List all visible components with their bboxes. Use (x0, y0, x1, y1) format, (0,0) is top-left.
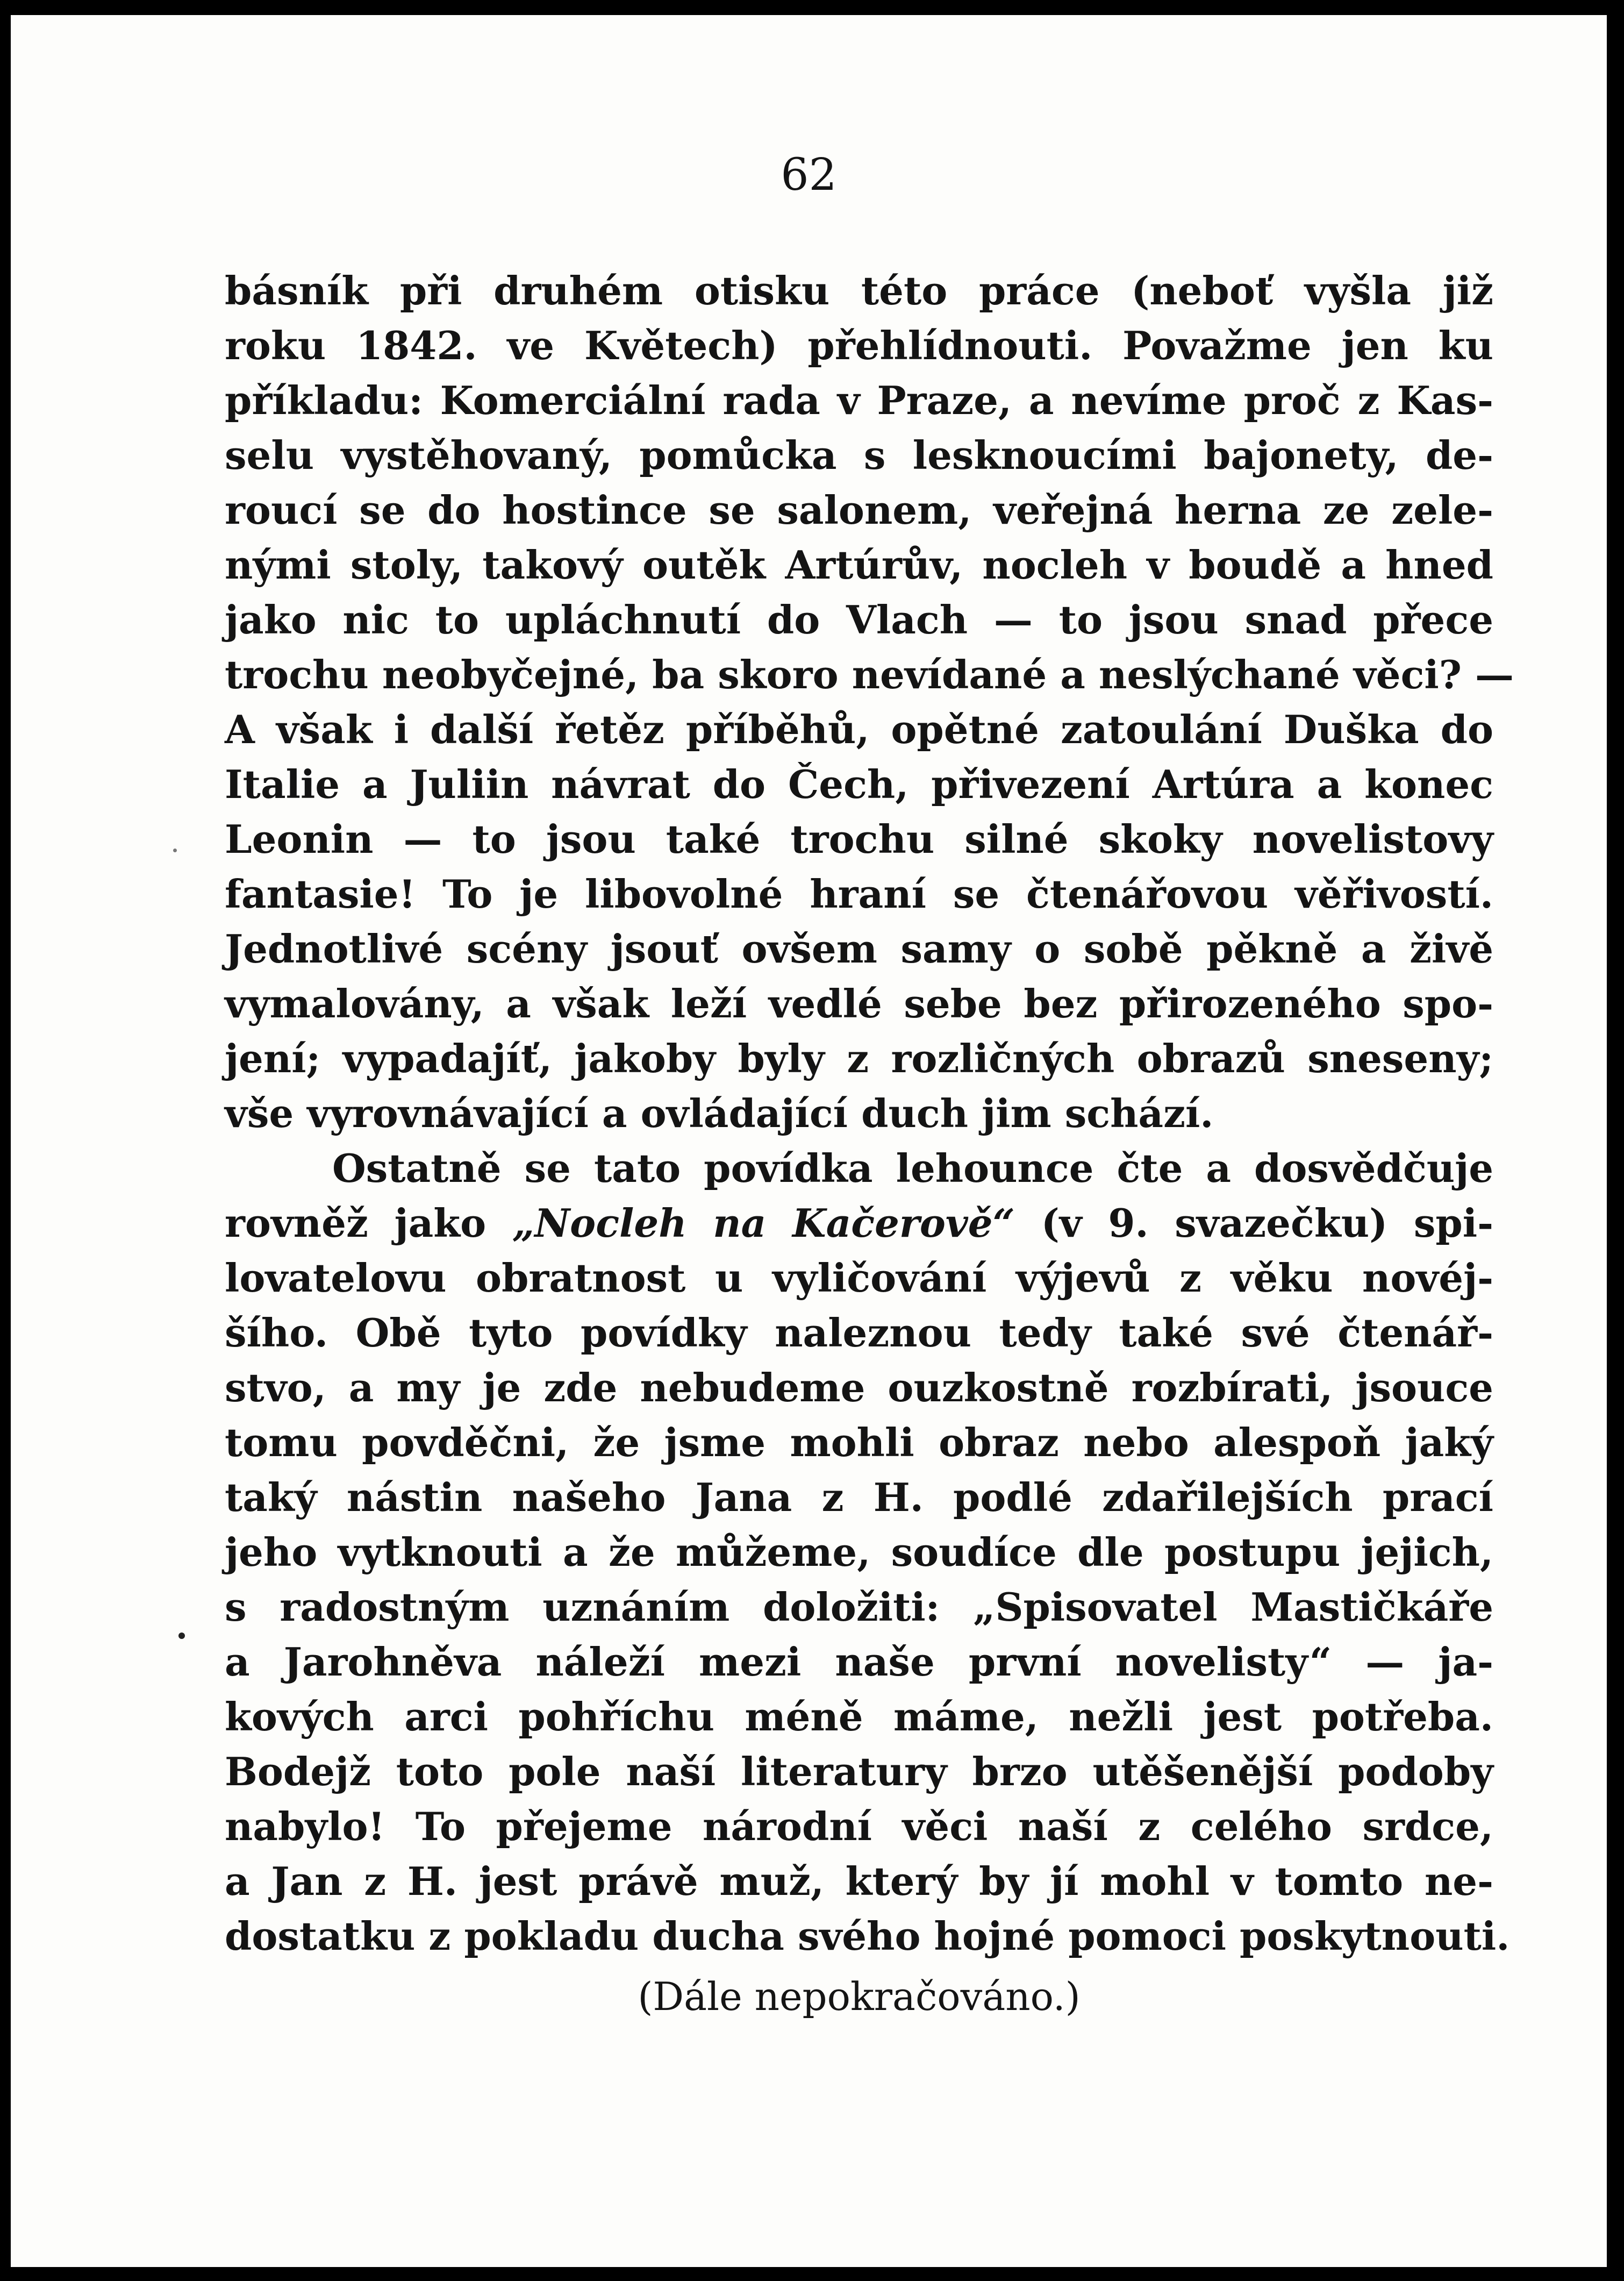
text-line (225, 1086, 1493, 1141)
text-line (225, 593, 1493, 647)
text-segment: Jednotlivé scény jsouť ovšem samy o sobě pěkně a živě (225, 926, 1493, 972)
text-line (225, 538, 1493, 593)
text-segment: básník při druhém otisku této práce (neboť vyšla již (225, 268, 1493, 313)
text-line (225, 1415, 1493, 1470)
text-segment: trochu neobyčejné, ba skoro nevídané a neslýchané věci? — (225, 652, 1514, 697)
scan-border-top (0, 0, 1624, 15)
text-segment: příkladu: Komerciální rada v Praze, a nevíme proč z Kas- (225, 377, 1493, 423)
text-line (225, 922, 1493, 976)
print-speck (173, 849, 177, 852)
text-line (225, 1470, 1493, 1525)
text-segment: kových arci pohříchu méně máme, nežli jest potřeba. (225, 1694, 1493, 1740)
text-line (225, 1031, 1493, 1086)
text-line (225, 1360, 1493, 1415)
text-segment: roucí se do hostince se salonem, veřejná herna ze zele- (225, 487, 1493, 533)
text-line (225, 318, 1493, 373)
text-line (225, 1251, 1493, 1306)
print-speck (178, 1633, 185, 1639)
text-segment: jako nic to upláchnutí do Vlach — to jsou snad přece (225, 597, 1493, 643)
closing-note: (Dále nepokračováno.) (638, 1974, 1081, 2019)
text-segment: Leonin — to jsou také trochu silné skoky novelistovy (225, 816, 1493, 862)
text-segment: nabylo! To přejeme národní věci naší z celého srdce, (225, 1804, 1493, 1849)
text-segment: lovatelovu obratnost u vyličování výjevů z věku novéj- (225, 1255, 1493, 1301)
text-segment: A však i další řetěz příběhů, opětné zatoulání Duška do (225, 707, 1493, 752)
text-line (225, 1196, 1493, 1251)
book-page (11, 15, 1607, 2267)
text-line (225, 757, 1493, 812)
text-line (225, 1141, 1493, 1196)
text-segment: taký nástin našeho Jana z H. podlé zdařilejších prací (225, 1474, 1493, 1520)
text-line (225, 1799, 1493, 1854)
text-segment: Bodejž toto pole naší literatury brzo utěšenější podoby (225, 1749, 1493, 1794)
text-line (225, 702, 1493, 757)
text-segment: dostatku z pokladu ducha svého hojné pomoci poskytnouti. (225, 1913, 1510, 1959)
text-line (225, 263, 1493, 318)
text-line (225, 1306, 1493, 1360)
text-segment: vše vyrovnávající a ovládající duch jim schází. (225, 1090, 1214, 1136)
text-segment: Italie a Juliin návrat do Čech, přivezení Artúra a konec (225, 761, 1493, 807)
scan-border-right (1607, 0, 1624, 2281)
text-segment: (v 9. svazečku) spi- (1014, 1200, 1493, 1246)
scan-border-bottom (0, 2267, 1624, 2281)
text-line (225, 1854, 1493, 1909)
text-line (225, 1909, 1510, 1964)
text-line (225, 1690, 1493, 1744)
text-line (225, 483, 1493, 538)
text-line (225, 1635, 1493, 1690)
text-segment: selu vystěhovaný, pomůcka s lesknoucími bajonety, de- (225, 432, 1493, 478)
text-segment: vymalovány, a však leží vedlé sebe bez přirozeného spo- (225, 981, 1493, 1027)
text-segment: rovněž jako (225, 1200, 512, 1246)
text-line (225, 428, 1493, 483)
text-segment: a Jarohněva náleží mezi naše první novelisty“ — ja- (225, 1639, 1493, 1685)
text-line (225, 1525, 1493, 1580)
text-line (225, 1580, 1493, 1635)
text-segment: s radostným uznáním doložiti: „Spisovatel Mastičkáře (225, 1584, 1493, 1630)
text-segment: šího. Obě tyto povídky naleznou tedy také své čtenář- (225, 1310, 1493, 1356)
text-segment: jení; vypadajíť, jakoby byly z rozličných obrazů sneseny; (225, 1036, 1493, 1081)
text-segment: roku 1842. ve Květech) přehlídnouti. Považme jen ku (225, 323, 1493, 368)
text-segment: tomu povděčni, že jsme mohli obraz nebo alespoň jaký (225, 1420, 1493, 1465)
text-segment: fantasie! To je libovolné hraní se čtenářovou věřivostí. (225, 871, 1493, 917)
text-line (225, 812, 1493, 867)
italic-title-text: „Nocleh na Kačerově“ (512, 1200, 1015, 1246)
body-text (225, 263, 1514, 2024)
text-segment: stvo, a my je zde nebudeme ouzkostně rozbírati, jsouce (225, 1365, 1493, 1410)
text-line (225, 647, 1514, 702)
text-line (225, 1744, 1493, 1799)
text-segment: nými stoly, takový outěk Artúrův, nocleh v boudě a hned (225, 542, 1493, 588)
text-segment: Ostatně se tato povídka lehounce čte a dosvědčuje (332, 1145, 1493, 1191)
text-line (225, 373, 1493, 428)
text-line (225, 976, 1493, 1031)
text-segment: jeho vytknouti a že můžeme, soudíce dle postupu jejich, (225, 1529, 1493, 1575)
page-number: 62 (781, 149, 837, 201)
text-segment: a Jan z H. jest právě muž, který by jí mohl v tomto ne- (225, 1858, 1493, 1904)
scan-border-left (0, 0, 11, 2281)
text-line (225, 867, 1493, 922)
